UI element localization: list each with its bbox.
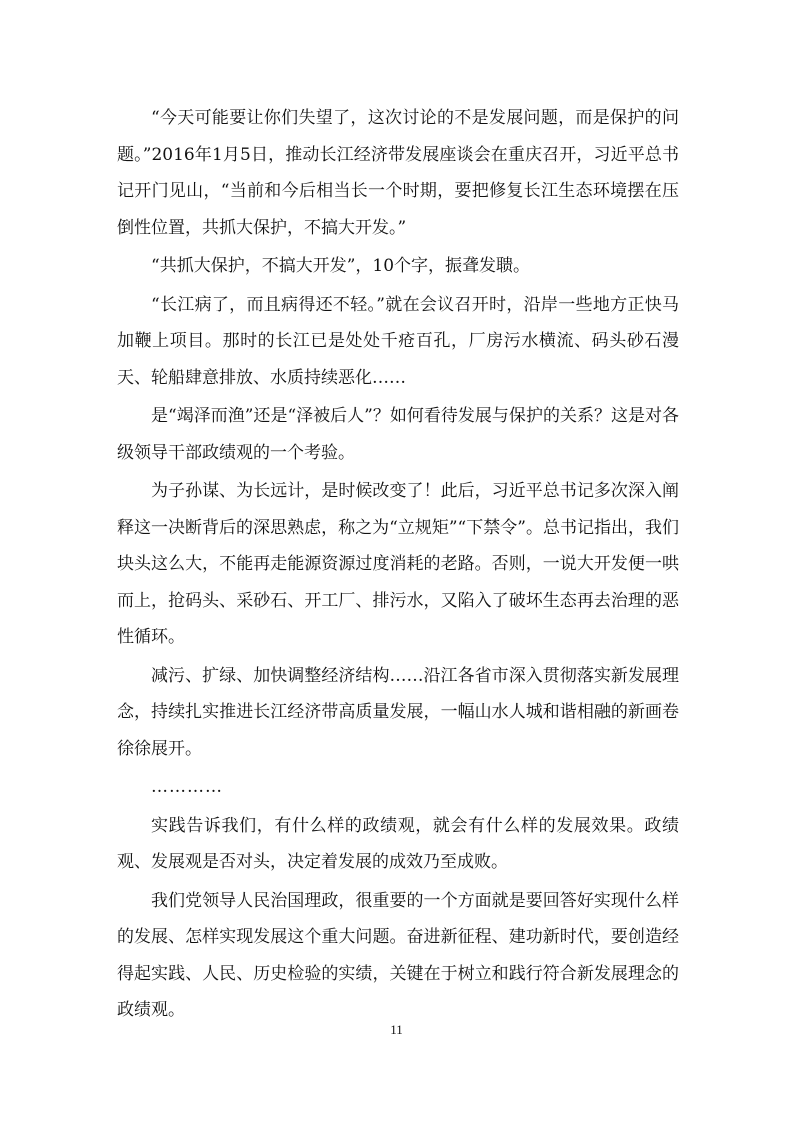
paragraph-3: “长江病了，而且病得还不轻。”就在会议召开时，沿岸一些地方正快马加鞭上项目。那时的长江已是处处千疮百孔，厂房污水横流、码头砂石漫天、轮船肆意排放、水质持续恶化…… (117, 294, 679, 388)
paragraph-5: 为子孙谋、为长远计，是时候改变了！此后，习近平总书记多次深入阐释这一决断背后的深思熟虑，称之为“立规矩”“下禁令”。总书记指出，我们块头这么大，不能再走能源资源过度消耗的老路。否则，一说大开发便一哄而上，抢码头、采砂石、开工厂、排污水，又陷入了破坏生态再去治理的恶性循环。 (117, 481, 679, 647)
paragraph-7: 实践告诉我们，有什么样的政绩观，就会有什么样的发展效果。政绩观、发展观是否对头，决定着发展的成效乃至成败。 (117, 815, 679, 872)
paragraph-2: “共抓大保护，不搞大开发”，10个字，振聋发聩。 (151, 256, 531, 276)
paragraph-1: “今天可能要让你们失望了，这次讨论的不是发展问题，而是保护的问题。”2016年1月5日，推动长江经济带发展座谈会在重庆召开，习近平总书记开门见山，“当前和今后相当长一个时期，要把修复长江生态环境摆在压倒性位置，共抓大保护，不搞大开发。” (117, 108, 679, 238)
paragraph-4: 是“竭泽而渔”还是“泽被后人”？如何看待发展与保护的关系？这是对各级领导干部政绩观的一个考验。 (117, 406, 679, 463)
paragraph-8: 我们党领导人民治国理政，很重要的一个方面就是要回答好实现什么样的发展、怎样实现发展这个重大问题。奋进新征程、建功新时代，要创造经得起实践、人民、历史检验的实绩，关键在于树立和践行符合新发展理念的政绩观。 (117, 890, 679, 1020)
page-number: 11 (390, 1022, 403, 1037)
paragraph-6: 减污、扩绿、加快调整经济结构……沿江各省市深入贯彻落实新发展理念，持续扎实推进长江经济带高质量发展，一幅山水人城和谐相融的新画卷徐徐展开。 (117, 665, 679, 759)
ellipsis-separator: ………… (151, 777, 223, 797)
document-body (117, 100, 679, 1031)
